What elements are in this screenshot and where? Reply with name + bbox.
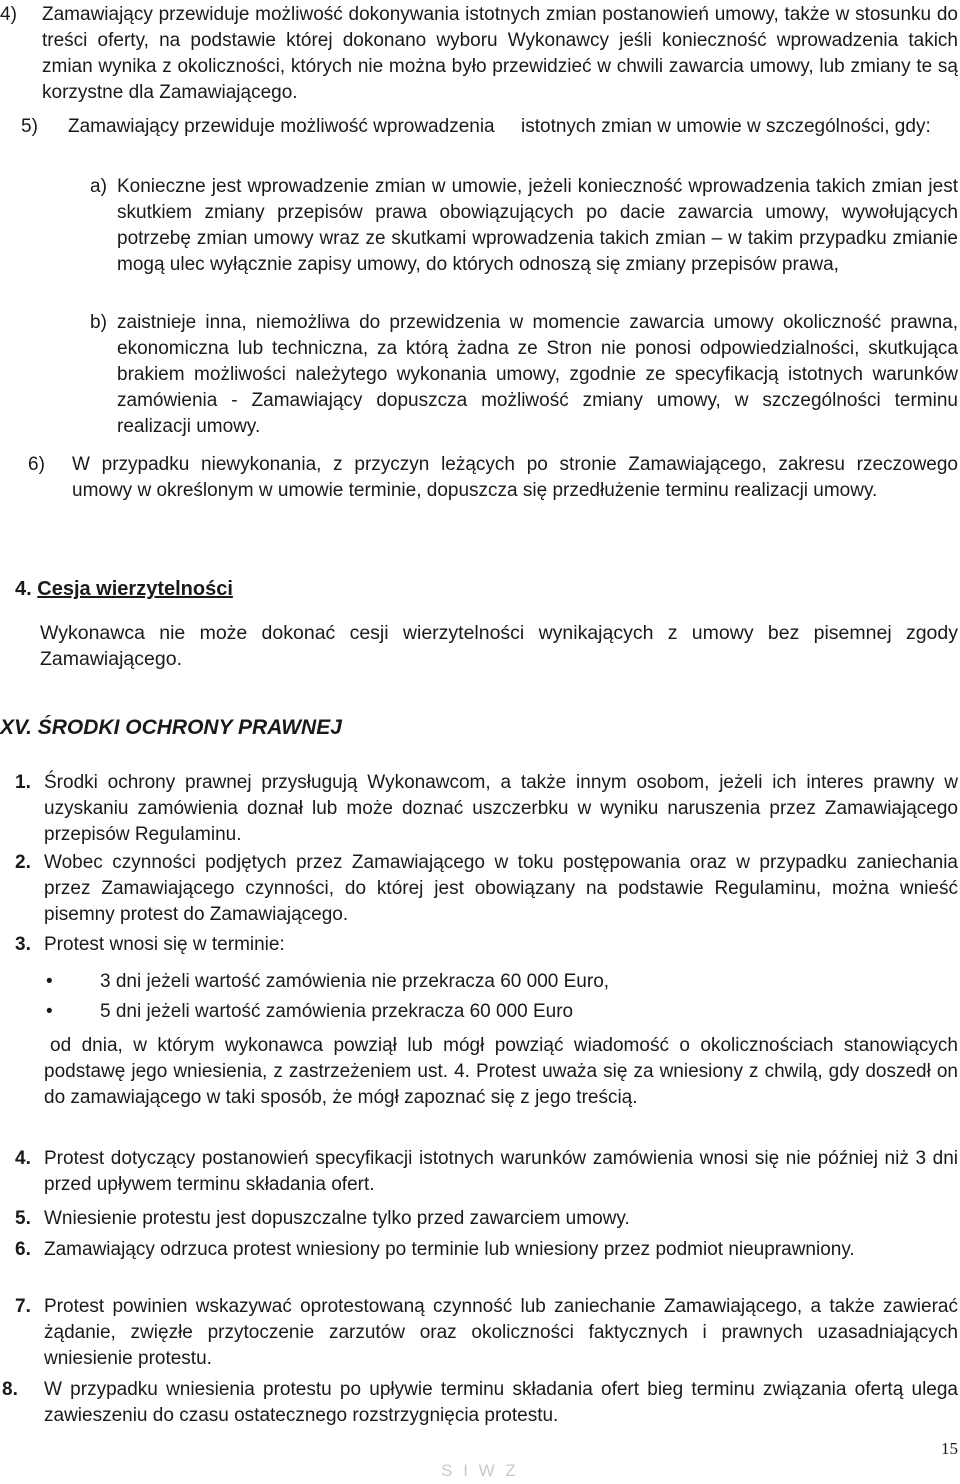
cesja-heading	[15, 576, 615, 602]
section-heading: XV. ŚRODKI OCHRONY PRAWNEJ	[0, 716, 342, 739]
section-item-3	[15, 932, 958, 958]
bullet-icon: •	[46, 1001, 53, 1022]
section-item-7-number: 7.	[15, 1296, 31, 1317]
page-number: 15	[941, 1439, 958, 1458]
list-item-text: 5 dni jeżeli wartość zamówienia przekracza 60 000 Euro	[100, 1001, 574, 1022]
section-item-6-text: Zamawiający odrzuca protest wniesiony po terminie lub wniesiony przez podmiot nieuprawniony.	[44, 1239, 855, 1260]
section-item-3-continuation: od dnia, w którym wykonawca powziął lub mógł powziąć wiadomość o okolicznościach stanowiących podstawę jego wniesienia, z zastrzeżeniem ust. 4. Protest uważa się za wniesiony z chwilą, gdy doszedł on do zamawiającego w taki sposób, że mógł zapoznać się z jego treścią.	[44, 1035, 958, 1108]
item-6-text: W przypadku niewykonania, z przyczyn leżących po stronie Zamawiającego, zakresu rzeczowego umowy w określonym w umowie terminie, dopuszcza się przedłużenie terminu realizacji umowy.	[72, 454, 958, 501]
item-6-number: 6)	[28, 454, 45, 475]
section-item-4-text: Protest dotyczący postanowień specyfikacji istotnych warunków zamówienia wnosi się nie później niż 3 dni przed upływem terminu składania ofert.	[44, 1148, 958, 1195]
section-item-8-number: 8.	[2, 1379, 18, 1400]
cesja-title: Cesja wierzytelności	[37, 578, 233, 600]
item-5b-number: b)	[90, 312, 107, 333]
cesja-text: Wykonawca nie może dokonać cesji wierzytelności wynikających z umowy bez pisemnej zgody Zamawiającego.	[40, 622, 958, 670]
section-item-5-text: Wniesienie protestu jest dopuszczalne tylko przed zawarciem umowy.	[44, 1208, 630, 1229]
item-4-text: Zamawiający przewiduje możliwość dokonywania istotnych zmian postanowień umowy, także w stosunku do treści oferty, na podstawie której dokonano wyboru Wykonawcy jeśli konieczność wprowadzenia takich zmian wynika z okoliczności, których nie można było przewidzieć w chwili zawarcia umowy, lub zmiany te są korzystne dla Zamawiającego.	[42, 4, 958, 103]
item-4-number: 4)	[0, 4, 17, 25]
deadline-list	[44, 967, 944, 1027]
item-5b	[90, 310, 958, 440]
section-item-5-number: 5.	[15, 1208, 31, 1229]
section-item-5	[15, 1206, 958, 1232]
list-item	[44, 967, 944, 997]
section-item-4	[15, 1146, 958, 1198]
item-5	[21, 114, 958, 140]
section-item-1-number: 1.	[15, 772, 31, 793]
item-6	[28, 452, 958, 504]
list-item	[44, 997, 944, 1027]
section-item-7	[15, 1294, 958, 1372]
section-item-1	[15, 770, 958, 848]
section-item-3-text: Protest wnosi się w terminie:	[44, 934, 285, 955]
item-5a-text: Konieczne jest wprowadzenie zmian w umowie, jeżeli konieczność wprowadzenia takich zmian jest skutkiem zmiany przepisów prawa obowiązujących po dacie zawarcia umowy, wywołujących potrzebę zmian umowy wraz ze skutkami wprowadzenia takich zmian – w takim przypadku zmianie mogą ulec wyłącznie zapisy umowy, do których odnoszą się zmiany przepisów prawa,	[117, 176, 958, 275]
list-item-text: 3 dni jeżeli wartość zamówienia nie przekracza 60 000 Euro,	[100, 971, 610, 992]
section-item-2-text: Wobec czynności podjętych przez Zamawiającego w toku postępowania oraz w przypadku zaniechania przez Zamawiającego czynności, do której jest obowiązany na podstawie Regulaminu, można wnieść pisemny protest do Zamawiającego.	[44, 852, 958, 925]
bullet-icon: •	[46, 971, 53, 992]
section-item-2	[15, 850, 958, 928]
footer-watermark: S I W Z	[441, 1461, 519, 1480]
section-item-6	[15, 1237, 958, 1263]
item-4	[0, 2, 958, 106]
section-item-8-text: W przypadku wniesienia protestu po upływie terminu składania ofert bieg terminu związania ofertą ulega zawieszeniu do czasu ostatecznego rozstrzygnięcia protestu.	[44, 1379, 958, 1426]
item-5a-number: a)	[90, 176, 107, 197]
section-item-7-text: Protest powinien wskazywać oprotestowaną czynność lub zaniechanie Zamawiającego, a także zawierać żądanie, zwięzłe przytoczenie zarzutów oraz okoliczności faktycznych i prawnych uzasadniających wniesienie protestu.	[44, 1296, 958, 1369]
cesja-number: 4.	[15, 578, 32, 600]
section-item-6-number: 6.	[15, 1239, 31, 1260]
section-item-1-text: Środki ochrony prawnej przysługują Wykonawcom, a także innym osobom, jeżeli ich interes prawny w uzyskaniu zamówienia doznał lub może doznać uszczerbku w wyniku naruszenia przez Zamawiającego przepisów Regulaminu.	[44, 772, 958, 845]
section-item-2-number: 2.	[15, 852, 31, 873]
section-item-4-number: 4.	[15, 1148, 31, 1169]
item-5-text: Zamawiający przewiduje możliwość wprowadzenia istotnych zmian w umowie w szczególności, gdy:	[68, 116, 931, 137]
item-5-number: 5)	[21, 116, 38, 137]
item-5a	[90, 174, 958, 278]
section-item-3-number: 3.	[15, 934, 31, 955]
item-5b-text: zaistnieje inna, niemożliwa do przewidzenia w momencie zawarcia umowy okoliczność prawna, ekonomiczna lub techniczna, za którą żadna ze Stron nie ponosi odpowiedzialności, skutkująca brakiem możliwości należytego wykonania umowy, zgodnie ze specyfikacją istotnych warunków zamówienia - Zamawiający dopuszcza możliwość zmiany umowy, w szczególności terminu realizacji umowy.	[117, 312, 958, 437]
section-item-8	[2, 1377, 958, 1429]
